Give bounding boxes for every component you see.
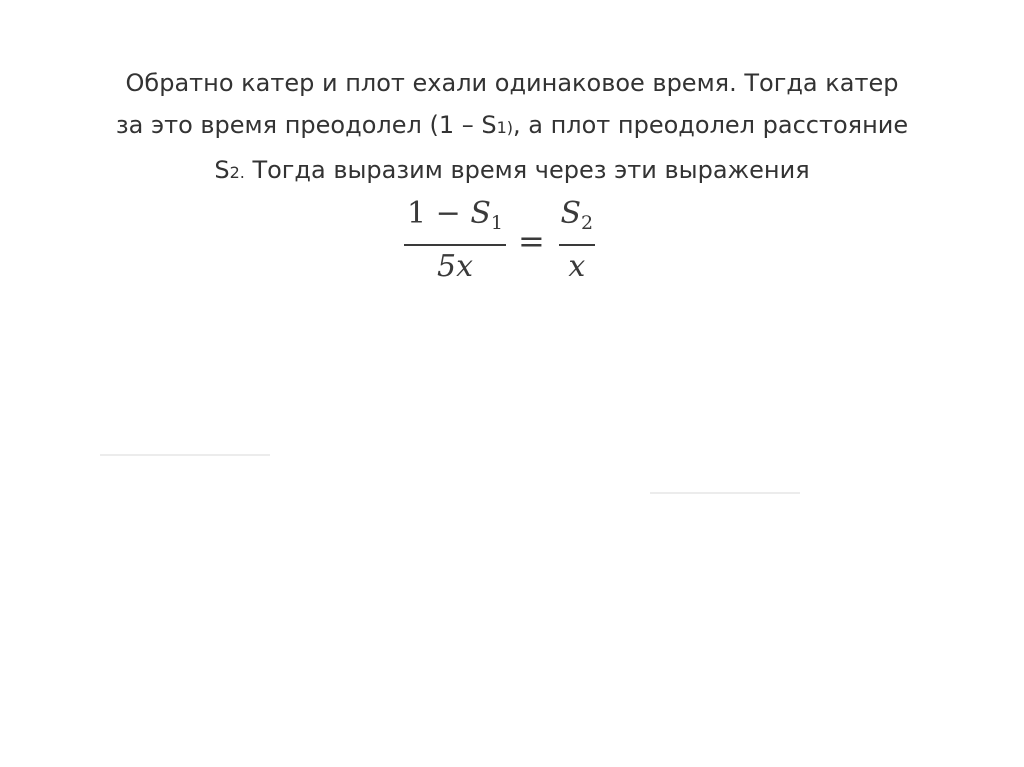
faint-artifact-line: [100, 454, 270, 456]
left-denominator: 5x: [436, 249, 473, 284]
right-numerator: $S_2$: [560, 196, 594, 234]
text-line-3: S2. Тогда выразим время через эти выражения: [214, 156, 810, 184]
fraction-bar: [559, 244, 595, 246]
left-numerator: $1 - S_1$: [407, 196, 503, 234]
right-denominator: x: [568, 249, 586, 284]
text-line-1: Обратно катер и плот ехали одинаковое время. Тогда катер: [125, 69, 899, 97]
equals-sign: =: [518, 221, 545, 260]
text-line-2: за это время преодолел (1 – S1), а плот преодолел расстояние: [115, 111, 909, 139]
slide-text: [40, 62, 984, 194]
faint-artifact-line: [650, 492, 800, 494]
left-fraction: [404, 196, 506, 285]
right-fraction: [559, 196, 595, 285]
equation: [404, 196, 595, 285]
fraction-bar: [404, 244, 506, 246]
